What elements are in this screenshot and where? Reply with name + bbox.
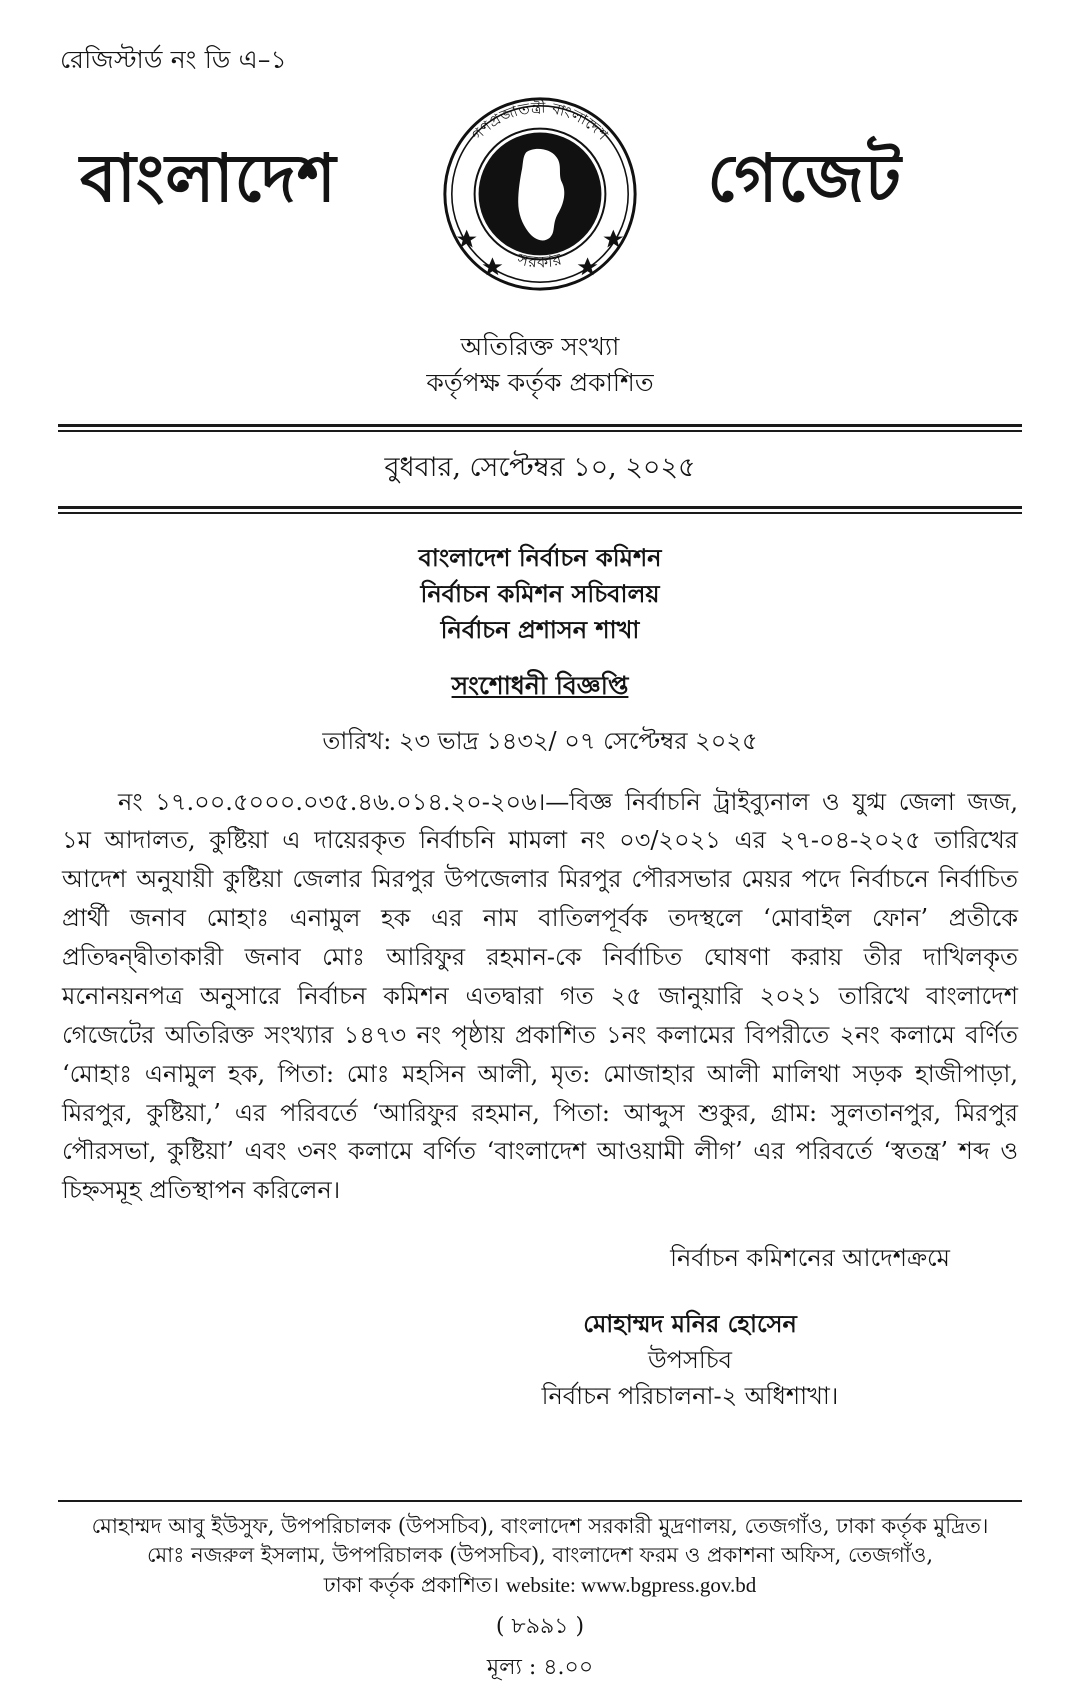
footer-publisher-text: ঢাকা কর্তৃক প্রকাশিত।	[323, 1573, 506, 1598]
order-line: নির্বাচন কমিশনের আদেশক্রমে	[670, 1244, 950, 1273]
subheader-line-1: অতিরিক্ত সংখ্যা	[460, 332, 620, 361]
notice-body: নং ১৭.০০.৫০০০.০৩৫.৪৬.০১৪.২০-২০৬।—বিজ্ঞ নির্বাচনি ট্রাইব্যুনাল ও যুগ্ম জেলা জজ, ১ম আদালত, কুষ্টিয়া এ দায়েরকৃত নির্বাচনি মামলা নং ০৩/২০২১ এর ২৭-০৪-২০২৫ তারিখের আদেশ অনুযায়ী কুষ্টিয়া জেলার মিরপুর উপজেলার মিরপুর পৌরসভার মেয়র পদে নির্বাচনে নির্বাচিত প্রার্থী জনাব মোহাঃ এনামুল হক এর নাম বাতিলপূর্বক তদস্থলে ‘মোবাইল ফোন’ প্রতীকে প্রতিদ্বন্দ্বীতাকারী জনাব মোঃ আরিফুর রহমান-কে নির্বাচিত ঘোষণা করায় তীর দাখিলকৃত মনোনয়নপত্র অনুসারে নির্বাচন কমিশন এতদ্বারা গত ২৫ জানুয়ারি ২০২১ তারিখে বাংলাদেশ গেজেটের অতিরিক্ত সংখ্যার ১৪৭৩ নং পৃষ্ঠায় প্রকাশিত ১নং কলামের বিপরীতে ২নং কলামে বর্ণিত ‘মোহাঃ এনামুল হক, পিতা: মোঃ মহসিন আলী, মৃত: মোজাহার আলী মালিথা সড়ক হাজীপাড়া, মিরপুর, কুষ্টিয়া,’ এর পরিবর্তে ‘আরিফুর রহমান, পিতা: আব্দুস শুকুর, গ্রাম: সুলতানপুর, মিরপুর পৌরসভা, কুষ্টিয়া’ এবং ৩নং কলামে বর্ণিত ‘বাংলাদেশ আওয়ামী লীগ’ এর পরিবর্তে ‘স্বতন্ত্র’ শব্দ ও চিহ্নসমূহ প্রতিস্থাপন করিলেন।	[62, 787, 1018, 1205]
signatory-department: নির্বাচন পরিচালনা-২ অধিশাখা।	[541, 1382, 839, 1411]
footer-line-3	[58, 1571, 1022, 1601]
footer-line-2: মোঃ নজরুল ইসলাম, উপপরিচালক (উপসচিব), বাংলাদেশ ফরম ও প্রকাশনা অফিস, তেজগাঁও,	[146, 1543, 934, 1568]
subheader	[58, 329, 1022, 402]
divider-bottom-thin	[58, 512, 1022, 514]
signatory-name: মোহাম্মদ মনির হোসেন	[583, 1309, 797, 1339]
signatory-post: উপসচিব	[647, 1346, 733, 1375]
notice-date: তারিখ: ২৩ ভাদ্র ১৪৩২/ ০৭ সেপ্টেম্বর ২০২৫	[322, 726, 758, 755]
divider-bottom	[58, 506, 1022, 509]
signature-block	[58, 1306, 1022, 1414]
svg-text:গণপ্রজাতন্ত্রী বাংলাদেশ: গণপ্রজাতন্ত্রী বাংলাদেশ	[467, 98, 613, 144]
organization-block	[58, 540, 1022, 648]
divider-top	[58, 424, 1022, 427]
footer-divider	[58, 1500, 1022, 1502]
organization-line-2: নির্বাচন কমিশন সচিবালয়	[420, 578, 660, 608]
notice-title: সংশোধনী বিজ্ঞপ্তি	[451, 670, 629, 700]
organization-line-3: নির্বাচন প্রশাসন শাখা	[440, 614, 640, 644]
bangladesh-government-emblem-icon	[431, 83, 649, 301]
subheader-line-2: কর্তৃপক্ষ কর্তৃক প্রকাশিত	[426, 368, 654, 398]
masthead-title-right: গেজেট	[707, 139, 902, 217]
organization-line-1: বাংলাদেশ নির্বাচন কমিশন	[418, 542, 662, 572]
masthead	[58, 89, 1022, 289]
date-rule-block	[58, 424, 1022, 514]
footer-website[interactable]: website: www.bgpress.gov.bd	[505, 1573, 757, 1598]
publication-date: বুধবার, সেপ্টেম্বর ১০, ২০২৫	[384, 451, 696, 483]
footer-page-number: ( ৮৯৯১ )	[495, 1614, 585, 1639]
footer-line-1: মোহাম্মদ আবু ইউসুফ, উপপরিচালক (উপসচিব), বাংলাদেশ সরকারী মুদ্রণালয়, তেজগাঁও, ঢাকা কর্তৃক মুদ্রিত।	[91, 1513, 989, 1538]
registration-number: রেজিস্টার্ড নং ডি এ–১	[60, 45, 287, 74]
masthead-title-left: বাংলাদেশ	[80, 139, 337, 217]
footer-price: মূল্য : ৪.০০	[486, 1655, 594, 1680]
svg-text:সরকার: সরকার	[515, 249, 565, 272]
page-footer	[58, 1500, 1022, 1687]
